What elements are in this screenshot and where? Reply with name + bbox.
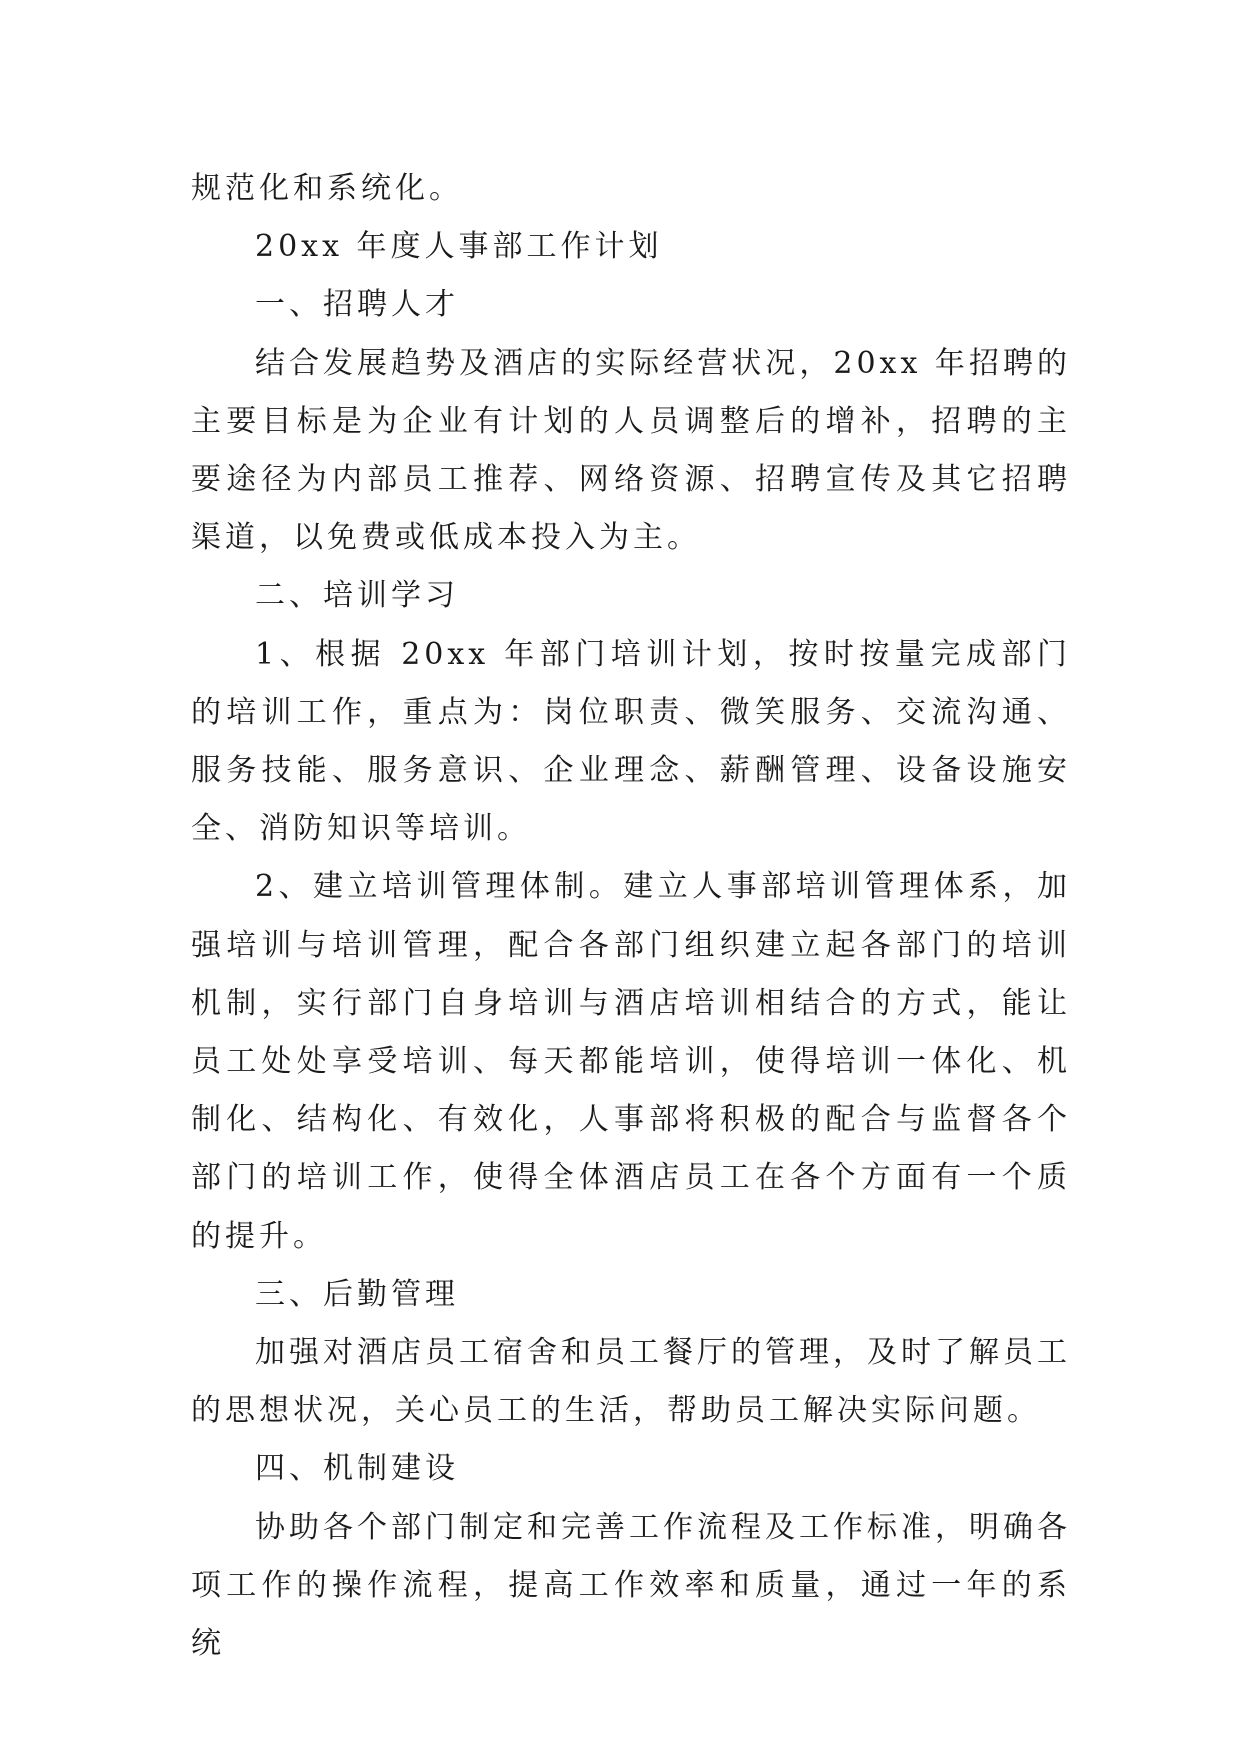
paragraph-logistics: 加强对酒店员工宿舍和员工餐厅的管理，及时了解员工的思想状况，关心员工的生活，帮助员工解决实际问题。 [191,1335,1071,1429]
paragraph-training-system: 2、建立培训管理体制。建立人事部培训管理体系，加强培训与培训管理，配合各部门组织建立起各部门的培训机制，实行部门自身培训与酒店培训相结合的方式，能让员工处处享受培训、每天都能培训，使得培训一体化、机制化、结构化、有效化，人事部将积极的配合与监督各个部门的培训工作，使得全体酒店员工在各个方面有一个质的提升。 [191,869,1071,1254]
paragraph-recruitment: 结合发展趋势及酒店的实际经营状况，20xx 年招聘的主要目标是为企业有计划的人员调整后的增补，招聘的主要途径为内部员工推荐、网络资源、招聘宣传及其它招聘渠道，以免费或低成本投入为主。 [191,345,1071,556]
section-heading-mechanism: 四、机制建设 [255,1451,459,1487]
section-heading-training: 二、培训学习 [255,578,459,614]
section-heading-logistics: 三、后勤管理 [255,1276,459,1312]
document-body [191,160,1071,1673]
paragraph-mechanism: 协助各个部门制定和完善工作流程及工作标准，明确各项工作的操作流程，提高工作效率和质量，通过一年的系统 [191,1509,1071,1662]
document-title: 20xx 年度人事部工作计划 [255,229,663,265]
paragraph-training-plan: 1、根据 20xx 年部门培训计划，按时按量完成部门的培训工作，重点为：岗位职责、微笑服务、交流沟通、服务技能、服务意识、企业理念、薪酬管理、设备设施安全、消防知识等培训。 [191,636,1071,847]
section-heading-recruitment: 一、招聘人才 [255,287,459,323]
paragraph-continuation: 规范化和系统化。 [191,171,463,206]
